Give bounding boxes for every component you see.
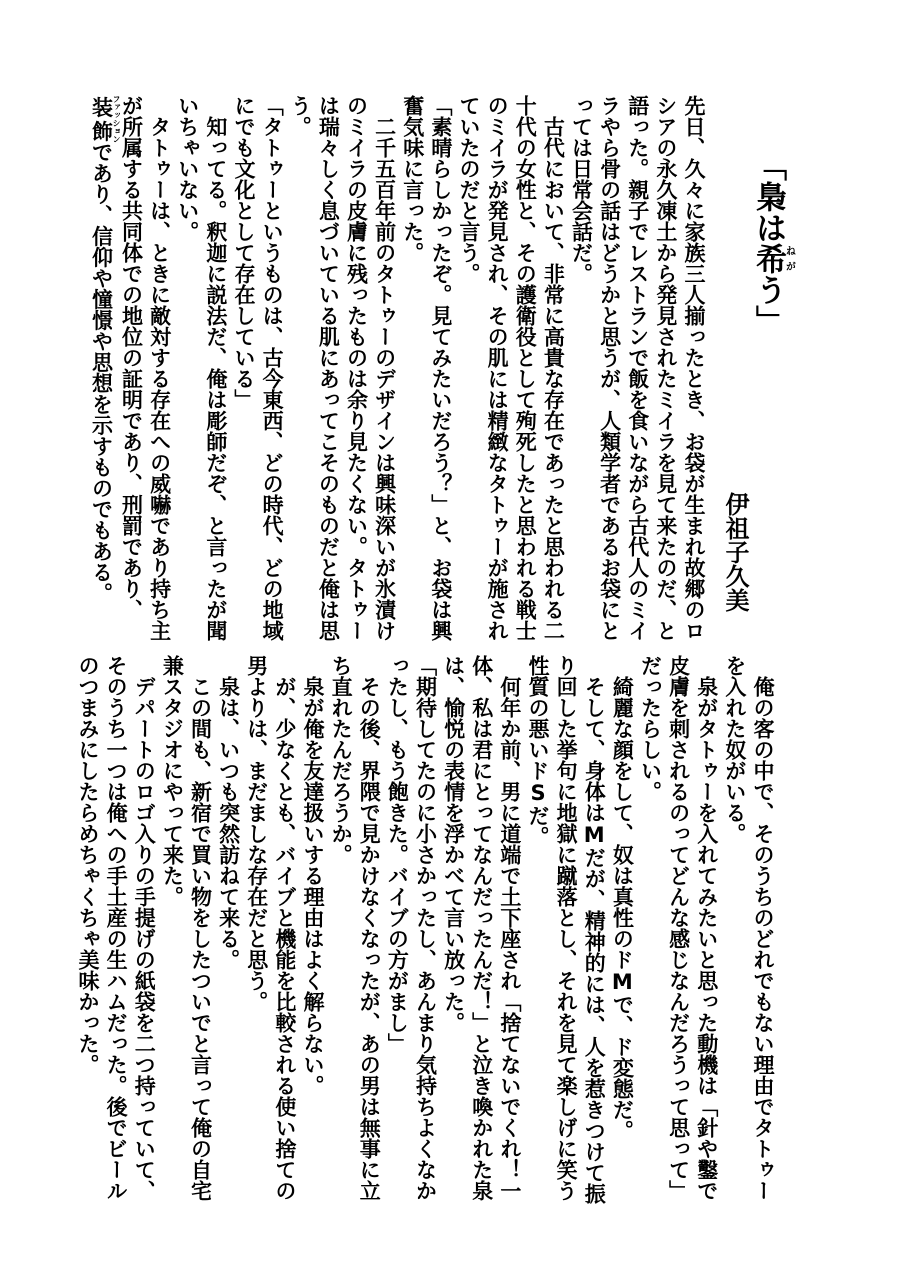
lower-text-block	[77, 655, 777, 1205]
paragraph: 泉は、いつも突然訪ねて来る。	[216, 655, 241, 970]
ruby-fashion: ファッション	[112, 95, 121, 143]
author-name: 伊祖子久美	[721, 492, 749, 612]
paragraph: 知ってる。釈迦に説法だ、俺は彫師だぞ、と言ったが聞いちゃいない。	[175, 95, 228, 641]
paragraph: 「素晴らしかったぞ。見てみたいだろう？」と、お袋は興奮気味に言った。	[400, 95, 453, 641]
paragraph-with-ruby: タトゥーは、ときに敵対する存在への威嚇であり持ち主が所属する共同体での地位の証明であり、刑罰であり、装飾ファッションであり、信仰や憧憬や思想を示すものでもある。	[89, 95, 172, 641]
upper-text-block	[88, 95, 708, 645]
paragraph: 古代において、非常に高貴な存在であったと思われる二十代の女性と、その護衛役として殉死したと思われる戦士のミイラが発見され、その肌には精緻なタトゥーが施されていたのだと言う。	[457, 95, 566, 641]
paragraph: そして、身体はMだが、精神的には、人を惹きつけて振り回した挙句に地獄に蹴落とし、それを見て楽しげに笑う性質の悪いドSだ。	[526, 655, 607, 1204]
paragraph: 「タトゥーというものは、古今東西、どの時代、どの地域にでも文化として存在している」	[232, 95, 285, 641]
paragraph: 綺麗な顔をして、奴は真性のドMで、ド変態だ。	[610, 655, 635, 1141]
paragraph: 先日、久々に家族三人揃ったとき、お袋が生まれ故郷のロシアの永久凍土から発見されたミイラを見て来たのだ、と語った。親子でレストランで飯を食いながら古代人のミイラやら骨の話はどうかと思うが、人類学者であるお袋にとっては日常会話だ。	[569, 95, 706, 641]
paragraph: 泉がタトゥーを入れてみたいと思った動機は「針や鑿で皮膚を刺されるのってどんな感じなんだろうって思って」だったらしい。	[638, 655, 719, 1201]
story-title: 「梟は希ねがう」	[750, 150, 795, 336]
paragraph: その後、界隈で見かけなくなったが、あの男は無事に立ち直れたんだろうか。	[329, 655, 382, 1201]
paragraph: 何年か前、男に道端で土下座され「捨てないでくれ！一体、私は君にとってなんだったんだ！」と泣き喚かれた泉は、愉悦の表情を浮かべて言い放った。	[441, 655, 522, 1201]
title-ruby: ねが	[783, 243, 795, 274]
paragraph: 泉が俺を友達扱いする理由はよく解らない。	[301, 655, 325, 1096]
paragraph: デパートのロゴ入りの手提げの紙袋を二つ持っていて、そのうち一つは俺への手土産の生ハムだった。後でビールのつまみにしたらめちゃくちゃ美味かった。	[76, 655, 157, 1201]
paragraph: が、少なくとも、バイブと機能を比較される使い捨ての男よりは、まだましな存在だと思う。	[244, 655, 297, 1201]
ruby-base: 装飾	[89, 95, 114, 143]
paragraph: 「期待してたのに小さかったし、あんまり気持ちよくなかったし、もう飽きた。バイブの方がまし」	[385, 655, 438, 1201]
paragraph: この間も、新宿で買い物をしたついでと言って俺の自宅兼スタジオにやって来た。	[160, 655, 213, 1201]
paragraph: 二千五百年前のタトゥーのデザインは興味深いが氷漬けのミイラの皮膚に残ったものは余り見たくない。タトゥーは瑞々しく息づいている肌にあってこそのものだと俺は思う。	[288, 95, 397, 641]
paragraph: 俺の客の中で、そのうちのどれでもない理由でタトゥーを入れた奴がいる。	[722, 655, 775, 1201]
